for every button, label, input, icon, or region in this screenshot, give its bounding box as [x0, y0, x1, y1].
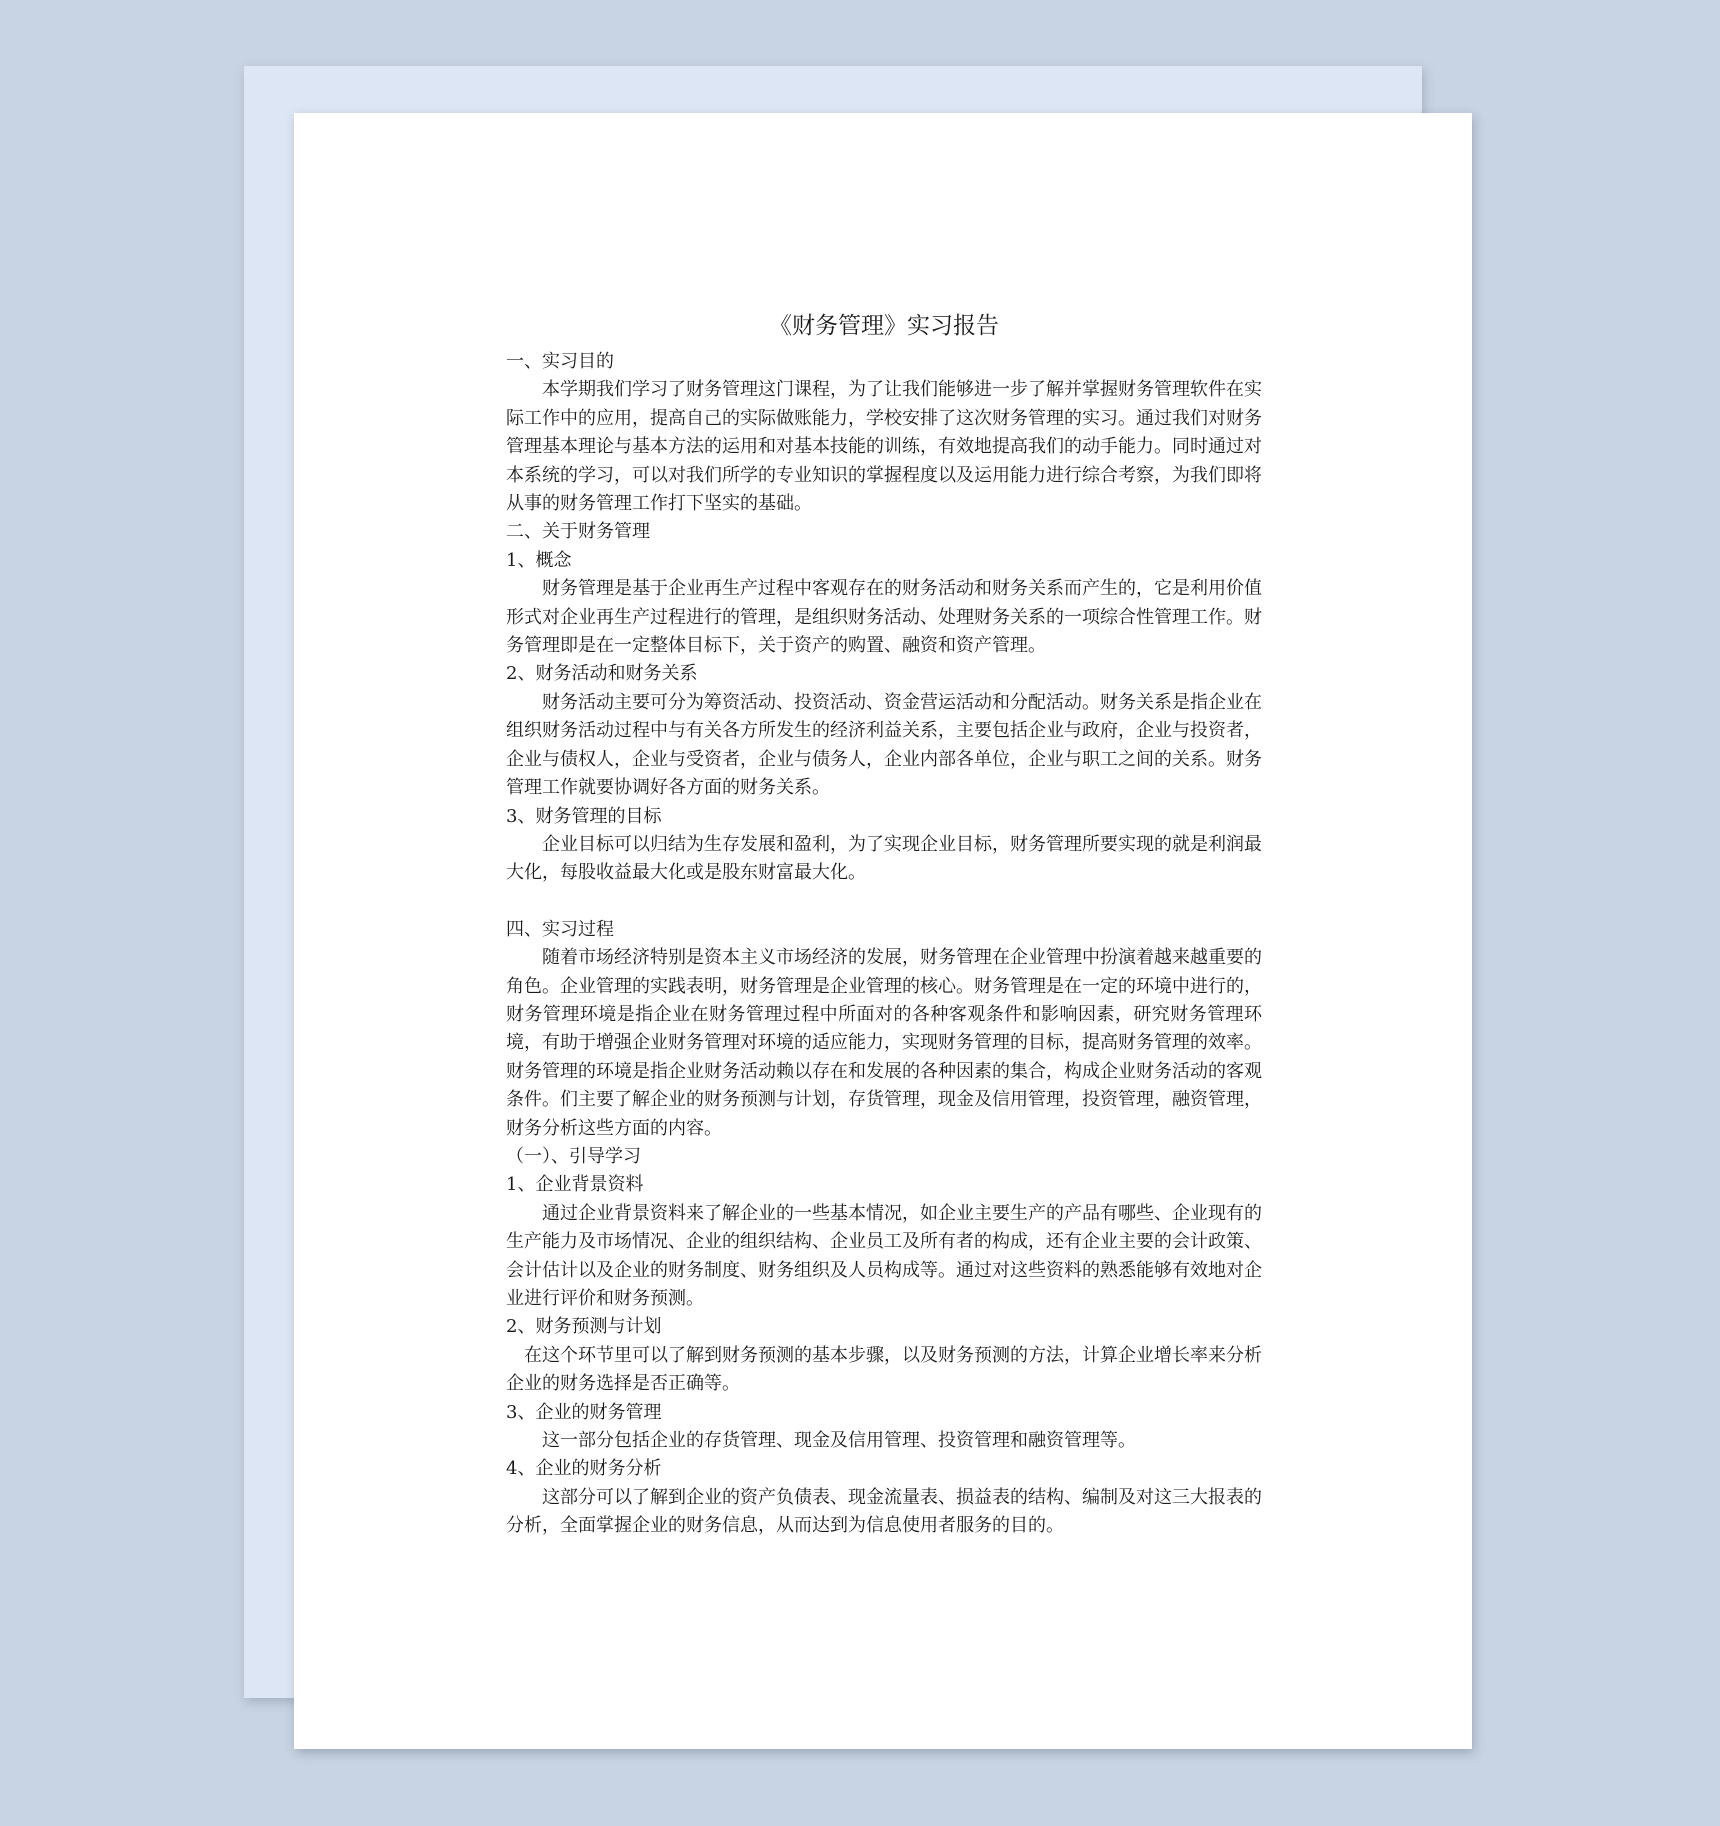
section-heading-purpose: 一、实习目的 [506, 351, 614, 372]
section-heading-about: 二、关于财务管理 [506, 521, 650, 543]
paragraph-purpose: 本学期我们学习了财务管理这门课程，为了让我们能够进一步了解并掌握财务管理软件在实际工作中的应用，提高自己的实际做账能力，学校安排了这次财务管理的实习。通过我们对财务管理基本理论与基本方法的运用和对基本技能的训练，有效地提高我们的动手能力。同时通过对本系统的学习，可以对我们所学的专业知识的掌握程度以及运用能力进行综合考察，为我们即将从事的财务管理工作打下坚实的基础。 [506, 379, 1262, 515]
subheading-guided-learning: （一）、引导学习 [506, 1145, 641, 1167]
paragraph-management: 这一部分包括企业的存货管理、现金及信用管理、投资管理和融资管理等。 [542, 1430, 1136, 1452]
paragraph-concept: 财务管理是基于企业再生产过程中客观存在的财务活动和财务关系而产生的，它是利用价值形式对企业再生产过程进行的管理，是组织财务活动、处理财务关系的一项综合性管理工作。财务管理即是在一定整体目标下，关于资产的购置、融资和资产管理。 [506, 578, 1262, 657]
paragraph-analysis: 这部分可以了解到企业的资产负债表、现金流量表、损益表的结构、编制及对这三大报表的分析，全面掌握企业的财务信息，从而达到为信息使用者服务的目的。 [506, 1486, 1262, 1537]
subheading-management: 3、企业的财务管理 [506, 1401, 662, 1423]
subheading-goals: 3、财务管理的目标 [506, 805, 662, 827]
document-title: 《财务管理》实习报告 [769, 313, 999, 339]
spacer [506, 888, 1262, 916]
subheading-background: 1、企业背景资料 [506, 1174, 644, 1196]
section-heading-process: 四、实习过程 [506, 918, 614, 940]
paragraph-goals: 企业目标可以归结为生存发展和盈利，为了实现企业目标，财务管理所要实现的就是利润最大化，每股收益最大化或是股东财富最大化。 [506, 833, 1262, 884]
paragraph-activities: 财务活动主要可分为筹资活动、投资活动、资金营运活动和分配活动。财务关系是指企业在组织财务活动过程中与有关各方所发生的经济利益关系，主要包括企业与政府，企业与投资者，企业与债权人，企业与受资者，企业与债务人，企业内部各单位，企业与职工之间的关系。财务管理工作就要协调好各方面的财务关系。 [506, 691, 1262, 799]
subheading-forecast: 2、财务预测与计划 [506, 1316, 662, 1338]
document-page [294, 113, 1472, 1749]
subheading-concept: 1、概念 [506, 549, 572, 571]
paragraph-forecast: 在这个环节里可以了解到财务预测的基本步骤，以及财务预测的方法，计算企业增长率来分析企业的财务选择是否正确等。 [506, 1344, 1262, 1395]
subheading-analysis: 4、企业的财务分析 [506, 1458, 662, 1480]
paragraph-process: 随着市场经济特别是资本主义市场经济的发展，财务管理在企业管理中扮演着越来越重要的角色。企业管理的实践表明，财务管理是企业管理的核心。财务管理是在一定的环境中进行的，财务管理环境是指企业在财务管理过程中所面对的各种客观条件和影响因素，研究财务管理环境，有助于增强企业财务管理对环境的适应能力，实现财务管理的目标，提高财务管理的效率。财务管理的环境是指企业财务活动赖以存在和发展的各种因素的集合，构成企业财务活动的客观条件。们主要了解企业的财务预测与计划，存货管理，现金及信用管理，投资管理，融资管理，财务分析这些方面的内容。 [506, 947, 1262, 1139]
paragraph-background: 通过企业背景资料来了解企业的一些基本情况，如企业主要生产的产品有哪些、企业现有的生产能力及市场情况、企业的组织结构、企业员工及所有者的构成，还有企业主要的会计政策、会计估计以及企业的财务制度、财务组织及人员构成等。通过对这些资料的熟悉能够有效地对企业进行评价和财务预测。 [506, 1202, 1262, 1309]
document-body [506, 308, 1262, 1541]
subheading-activities: 2、财务活动和财务关系 [506, 663, 698, 685]
